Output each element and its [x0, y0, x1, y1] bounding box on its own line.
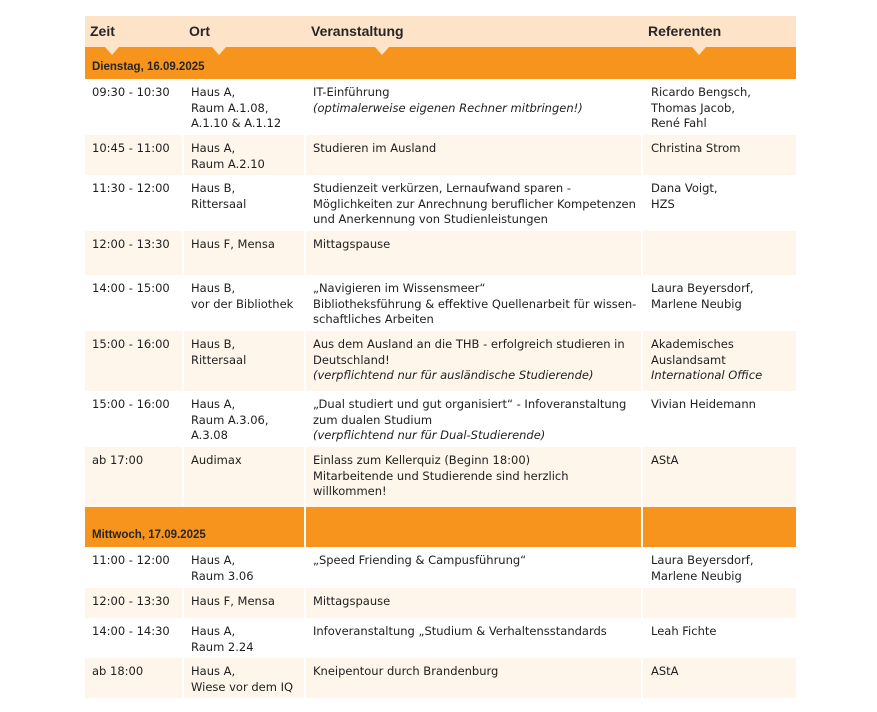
cell-line: Ricardo Bengsch, [651, 85, 751, 99]
table-row [85, 658, 796, 698]
header-zeit: Zeit [90, 23, 115, 39]
table-row [85, 135, 796, 175]
cell-line: Leah Fichte [651, 624, 717, 638]
time-cell: 15:00 - 16:00 [92, 337, 170, 351]
location-cell [191, 141, 305, 172]
cell-line: Raum A.3.06, [191, 412, 269, 427]
table-row [85, 547, 796, 588]
location-cell [191, 453, 305, 469]
event-cell [313, 337, 638, 384]
cell-line: A.1.10 & A.1.12 [191, 116, 282, 130]
column-divider [182, 547, 184, 588]
cell-line: Wiese vor dem IQ [191, 679, 294, 694]
cell-line: Studieren im Ausland [313, 141, 437, 155]
cell-line: Laura Beyersdorf, [651, 281, 754, 295]
time-cell: 11:00 - 12:00 [92, 553, 170, 567]
cell-line: Raum A.1.08, [191, 100, 269, 115]
cell-line: (verpflichtend nur für ausländische Studierende) [313, 368, 594, 382]
column-divider [304, 447, 306, 507]
cell-line: Einlass zum Kellerquiz (Beginn 18:00) [313, 453, 531, 467]
column-divider [304, 175, 306, 231]
event-cell [313, 397, 638, 444]
speaker-cell [651, 281, 796, 312]
location-cell [191, 237, 305, 253]
time-cell: 14:00 - 15:00 [92, 281, 170, 295]
speaker-cell [651, 553, 796, 584]
column-divider [304, 275, 306, 331]
cell-line: Raum A.2.10 [191, 156, 265, 171]
cell-line: Bibliotheksführung & effektive Quellenarbeit für wissen- [313, 296, 637, 311]
table-row [85, 231, 796, 275]
cell-line: Thomas Jacob, [651, 100, 735, 115]
cell-line: AStA [651, 664, 679, 678]
cell-line: A.3.08 [191, 428, 228, 442]
cell-line: Studienzeit verkürzen, Lernaufwand sparen - [313, 181, 572, 195]
header-veranstaltung: Veranstaltung [311, 23, 404, 39]
table-row [85, 275, 796, 331]
cell-line: Kneipentour durch Brandenburg [313, 664, 499, 678]
time-cell: 09:30 - 10:30 [92, 85, 170, 99]
table-row [85, 79, 796, 135]
location-cell [191, 337, 305, 368]
table-row [85, 447, 796, 507]
cell-line: Vivian Heidemann [651, 397, 756, 411]
day-label: Mittwoch, 17.09.2025 [92, 529, 206, 541]
cell-line: IT-Einführung [313, 85, 390, 99]
event-cell [313, 553, 638, 569]
column-divider [182, 331, 184, 391]
cell-line: Möglichkeiten zur Anrechnung beruflicher Kompetenzen [313, 196, 636, 211]
column-divider [641, 175, 643, 231]
speaker-cell [651, 664, 796, 680]
event-cell [313, 141, 638, 157]
cell-line: Haus B, [191, 181, 236, 195]
cell-line: Infoveranstaltung „Studium & Verhaltensstandards [313, 624, 607, 638]
cell-line: schaftliches Arbeiten [313, 312, 434, 326]
time-cell: 12:00 - 13:30 [92, 237, 170, 251]
location-cell [191, 624, 305, 655]
column-divider [304, 79, 306, 135]
cell-line: Marlene Neubig [651, 296, 742, 311]
column-divider [182, 658, 184, 698]
speaker-cell [651, 624, 796, 640]
cell-line: vor der Bibliothek [191, 296, 294, 311]
time-cell: 12:00 - 13:30 [92, 594, 170, 608]
speaker-cell [651, 181, 796, 212]
cell-line: Audimax [191, 453, 242, 467]
day-label: Dienstag, 16.09.2025 [92, 61, 205, 73]
column-divider [182, 231, 184, 275]
location-cell [191, 594, 305, 610]
cell-line: Haus B, [191, 281, 236, 295]
cell-line: Deutschland! [313, 352, 390, 367]
cell-line: Raum 2.24 [191, 639, 254, 654]
cell-line: Laura Beyersdorf, [651, 553, 754, 567]
cell-line: Christina Strom [651, 141, 741, 155]
cell-line: Haus A, [191, 397, 236, 411]
table-row [85, 618, 796, 658]
header-arrow-icon [212, 47, 226, 55]
column-divider [182, 135, 184, 175]
column-divider [182, 618, 184, 658]
speaker-cell [651, 85, 796, 132]
cell-line: Mittagspause [313, 237, 391, 251]
event-cell [313, 281, 638, 328]
cell-line: Aus dem Ausland an die THB - erfolgreich studieren in [313, 337, 625, 351]
column-divider [641, 588, 643, 618]
column-divider [641, 447, 643, 507]
cell-line: „Navigieren im Wissensmeer“ [313, 281, 486, 295]
time-cell: 11:30 - 12:00 [92, 181, 170, 195]
column-divider [304, 618, 306, 658]
schedule-table [85, 16, 796, 698]
time-cell: 15:00 - 16:00 [92, 397, 170, 411]
column-divider [182, 275, 184, 331]
cell-line: (optimalerweise eigenen Rechner mitbringen!) [313, 100, 583, 115]
event-cell [313, 664, 638, 680]
column-divider [641, 135, 643, 175]
column-divider [182, 588, 184, 618]
column-divider [641, 391, 643, 447]
cell-line: Mittagspause [313, 594, 391, 608]
cell-line: Marlene Neubig [651, 568, 742, 583]
day-header [85, 507, 796, 547]
location-cell [191, 553, 305, 584]
event-cell [313, 85, 638, 116]
cell-line: Haus A, [191, 141, 236, 155]
location-cell [191, 397, 305, 444]
location-cell [191, 181, 305, 212]
table-row [85, 391, 796, 447]
column-divider [304, 231, 306, 275]
column-divider [641, 618, 643, 658]
cell-line: Haus A, [191, 664, 236, 678]
event-cell [313, 181, 638, 228]
column-divider [304, 391, 306, 447]
time-cell: ab 17:00 [92, 453, 144, 467]
cell-line: Dana Voigt, [651, 181, 718, 195]
table-row [85, 331, 796, 391]
cell-line: Haus F, Mensa [191, 594, 275, 608]
cell-line: „Dual studiert und gut organisiert“ - Infoveranstaltung [313, 397, 627, 411]
time-cell: ab 18:00 [92, 664, 144, 678]
column-divider [304, 331, 306, 391]
event-cell [313, 453, 638, 500]
column-divider [641, 507, 643, 547]
cell-line: Haus F, Mensa [191, 237, 275, 251]
column-divider [304, 588, 306, 618]
cell-line: AStA [651, 453, 679, 467]
cell-line: Rittersaal [191, 196, 247, 211]
event-cell [313, 624, 638, 640]
cell-line: Mitarbeitende und Studierende sind herzlich [313, 468, 569, 483]
column-divider [304, 507, 306, 547]
time-cell: 14:00 - 14:30 [92, 624, 170, 638]
time-cell: 10:45 - 11:00 [92, 141, 170, 155]
header-arrow-icon [105, 47, 119, 55]
cell-line: International Office [651, 368, 763, 382]
cell-line: willkommen! [313, 484, 387, 498]
cell-line: Haus A, [191, 85, 236, 99]
header-arrow-icon [692, 47, 706, 55]
column-divider [182, 391, 184, 447]
cell-line: Auslandsamt [651, 352, 726, 367]
event-cell [313, 237, 638, 253]
header-arrow-icon [375, 47, 389, 55]
cell-line: zum dualen Studium [313, 412, 433, 427]
table-header [85, 16, 796, 47]
day-header [85, 47, 796, 79]
table-row [85, 175, 796, 231]
location-cell [191, 664, 305, 695]
column-divider [304, 658, 306, 698]
column-divider [641, 547, 643, 588]
column-divider [182, 79, 184, 135]
cell-line: Akademisches [651, 337, 734, 351]
cell-line: HZS [651, 196, 675, 211]
column-divider [304, 135, 306, 175]
header-ort: Ort [189, 23, 210, 39]
cell-line: Rittersaal [191, 352, 247, 367]
header-referenten: Referenten [648, 23, 722, 39]
speaker-cell [651, 337, 796, 384]
location-cell [191, 281, 305, 312]
cell-line: (verpflichtend nur für Dual-Studierende) [313, 428, 546, 442]
cell-line: Haus A, [191, 553, 236, 567]
column-divider [641, 231, 643, 275]
cell-line: und Anerkennung von Studienleistungen [313, 212, 548, 226]
cell-line: Haus B, [191, 337, 236, 351]
cell-line: Haus A, [191, 624, 236, 638]
column-divider [641, 79, 643, 135]
cell-line: René Fahl [651, 116, 707, 130]
speaker-cell [651, 397, 796, 413]
column-divider [182, 447, 184, 507]
location-cell [191, 85, 305, 132]
table-row [85, 588, 796, 618]
cell-line: „Speed Friending & Campusführung“ [313, 553, 527, 567]
cell-line: Raum 3.06 [191, 568, 254, 583]
speaker-cell [651, 141, 796, 157]
column-divider [182, 175, 184, 231]
event-cell [313, 594, 638, 610]
table-body [85, 47, 796, 698]
speaker-cell [651, 453, 796, 469]
column-divider [304, 547, 306, 588]
column-divider [641, 331, 643, 391]
column-divider [641, 275, 643, 331]
column-divider [641, 658, 643, 698]
